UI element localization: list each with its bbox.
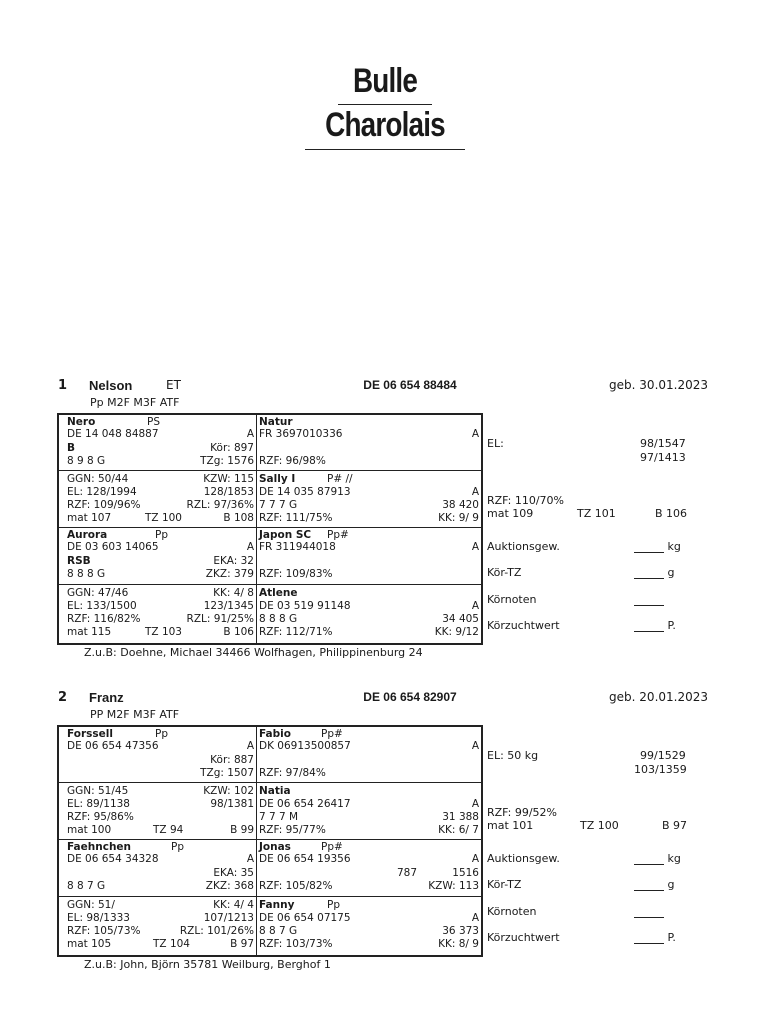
dam-sire-cell: [256, 839, 482, 897]
side-b: B 106: [655, 507, 688, 520]
side-kornoten: Körnoten: [487, 905, 537, 918]
side-kor: Kör-TZ: [487, 878, 522, 891]
side-rzf: RZF: 99/52%: [487, 806, 558, 819]
dam-s2b: 107/1213: [203, 912, 254, 924]
granddam-l3a: 7 7 7 G: [259, 499, 298, 511]
animal-name: Franz: [89, 690, 124, 705]
sire-s4m: TZ 94: [153, 824, 184, 836]
sire-tag: PS: [147, 416, 160, 428]
dam-s4a: mat 105: [67, 938, 112, 950]
side-kor: Kör-TZ: [487, 566, 522, 579]
side-kor-field[interactable]: [634, 878, 674, 891]
sire-s3a: RZF: 109/96%: [67, 499, 141, 511]
side-mat: mat 109: [487, 507, 534, 520]
sire-s2a: EL: 128/1994: [67, 486, 137, 498]
granddam-name: Sally I: [259, 473, 296, 485]
side-korzucht: Körzuchtwert: [487, 619, 560, 632]
pedigree-table: [57, 725, 483, 957]
dam-s1a: GGN: 51/: [67, 899, 115, 911]
sire-s4a: mat 100: [67, 824, 112, 836]
sire-grade: A: [246, 428, 254, 440]
dam-dam-l3a: 8 8 7 G: [259, 925, 298, 937]
dam-tag: Pp: [171, 841, 184, 853]
side-auktion-field[interactable]: [634, 852, 681, 865]
dam-line4a: 8 8 7 G: [67, 880, 106, 892]
granddam-tag: P# //: [327, 473, 353, 485]
granddam-id: DE 14 035 87913: [259, 486, 351, 498]
sire-line3a: B: [67, 442, 76, 454]
dam-line3b: EKA: 35: [213, 867, 254, 879]
dam-line4b: ZKZ: 379: [205, 568, 254, 580]
sire-line3b: Kör: 897: [210, 442, 254, 454]
dam-s2a: EL: 133/1500: [67, 600, 137, 612]
dam-sire-l3a: 787: [397, 867, 418, 879]
entry-number: 1: [58, 378, 68, 393]
dam-s1a: GGN: 47/46: [67, 587, 129, 599]
sire-id: DE 06 654 47356: [67, 740, 159, 752]
dam-sire-name: Jonas: [259, 841, 291, 853]
side-kornoten: Körnoten: [487, 593, 537, 606]
registration-number: DE 06 654 88484: [363, 378, 457, 392]
dam-s4b: B 97: [230, 938, 254, 950]
sire-s1b: KZW: 102: [203, 785, 254, 797]
dam-dam-l4b: KK: 9/12: [434, 626, 479, 638]
granddam-l3b: 31 388: [442, 811, 479, 823]
side-kor-field[interactable]: [634, 566, 674, 579]
sire-s3b: RZL: 97/36%: [186, 499, 254, 511]
granddam-grade: A: [471, 798, 479, 810]
granddam-l4a: RZF: 111/75%: [259, 512, 333, 524]
granddam-l4b: KK: 9/ 9: [438, 512, 479, 524]
title-underline-1: [338, 104, 432, 105]
dam-s1b: KK: 4/ 4: [213, 899, 254, 911]
sire-s1a: GGN: 51/45: [67, 785, 129, 797]
dam-grade: A: [246, 853, 254, 865]
side-korzucht-unit: P.: [667, 931, 676, 944]
sire-grade: A: [246, 740, 254, 752]
sire-cell: [58, 414, 257, 471]
side-kornoten-field[interactable]: [634, 905, 664, 918]
side-korzucht-field[interactable]: [634, 931, 676, 944]
title-underline-2: [305, 149, 465, 150]
side-el-v1: 99/1529: [640, 749, 686, 762]
dam-s3a: RZF: 116/82%: [67, 613, 141, 625]
sire-s4b: B 108: [223, 512, 254, 524]
side-auktion-unit: kg: [667, 540, 681, 553]
sire-line4b: TZg: 1576: [200, 455, 254, 467]
dam-dam-l4a: RZF: 112/71%: [259, 626, 333, 638]
animal-entry: [0, 378, 770, 678]
sire-line3b: Kör: 887: [210, 754, 254, 766]
sire-s2b: 128/1853: [203, 486, 254, 498]
dam-dam-l3b: 36 373: [442, 925, 479, 937]
granddam-id: DE 06 654 26417: [259, 798, 351, 810]
breeder-owner: Z.u.B: John, Björn 35781 Weilburg, Berghof 1: [84, 958, 331, 971]
dam-s4b: B 106: [223, 626, 254, 638]
grandsire-grade: A: [471, 428, 479, 440]
dam-dam-grade: A: [471, 600, 479, 612]
side-el-v2: 103/1359: [634, 763, 687, 776]
animal-name: Nelson: [89, 378, 133, 393]
sire-s2a: EL: 89/1138: [67, 798, 130, 810]
side-auktion: Auktionsgew.: [487, 540, 560, 553]
side-tz: TZ 101: [577, 507, 616, 520]
sire-s3a: RZF: 95/86%: [67, 811, 134, 823]
sire-tag: Pp: [155, 728, 168, 740]
dam-grade: A: [246, 541, 254, 553]
sire-s1b: KZW: 115: [203, 473, 254, 485]
sire-stats-cell: [58, 470, 257, 528]
sire-dam-cell: [256, 470, 482, 528]
grandsire-rzf: RZF: 96/98%: [259, 455, 326, 467]
dam-line4a: 8 8 8 G: [67, 568, 106, 580]
side-tz: TZ 100: [580, 819, 619, 832]
birth-date: geb. 20.01.2023: [609, 690, 708, 704]
sire-name: Nero: [67, 416, 96, 428]
dam-id: DE 06 654 34328: [67, 853, 159, 865]
side-b: B 97: [662, 819, 688, 832]
dam-dam-l4a: RZF: 103/73%: [259, 938, 333, 950]
granddam-l4b: KK: 6/ 7: [438, 824, 479, 836]
sire-s2b: 98/1381: [210, 798, 254, 810]
side-korzucht: Körzuchtwert: [487, 931, 560, 944]
granddam-l3b: 38 420: [442, 499, 479, 511]
genetic-flags: Pp M2F M3F ATF: [90, 396, 180, 409]
sire-s4a: mat 107: [67, 512, 112, 524]
sire-s4b: B 99: [230, 824, 254, 836]
side-korzucht-field[interactable]: [634, 619, 676, 632]
dam-sire-tag: Pp#: [327, 529, 349, 541]
dam-dam-l3b: 34 405: [442, 613, 479, 625]
sire-name: Forssell: [67, 728, 113, 740]
dam-s4m: TZ 104: [153, 938, 190, 950]
dam-line3b: EKA: 32: [213, 555, 254, 567]
entry-number: 2: [58, 690, 68, 705]
sire-dam-cell: [256, 782, 482, 840]
side-kor-unit: g: [667, 878, 675, 891]
side-el-v1: 98/1547: [640, 437, 686, 450]
dam-sire-name: Japon SC: [259, 529, 312, 541]
side-rzf: RZF: 110/70%: [487, 494, 565, 507]
dam-dam-cell: [256, 584, 482, 644]
dam-line4b: ZKZ: 368: [205, 880, 254, 892]
granddam-name: Natia: [259, 785, 291, 797]
title-line-2: Charolais: [325, 106, 445, 144]
sire-id: DE 14 048 84887: [67, 428, 159, 440]
dam-id: DE 03 603 14065: [67, 541, 159, 553]
side-el-v2: 97/1413: [640, 451, 686, 464]
dam-name: Faehnchen: [67, 841, 132, 853]
birth-date: geb. 30.01.2023: [609, 378, 708, 392]
side-auktion-field[interactable]: [634, 540, 681, 553]
dam-dam-id: DE 03 519 91148: [259, 600, 351, 612]
grandsire-id: FR 3697010336: [259, 428, 343, 440]
dam-dam-name: Fanny: [259, 899, 295, 911]
dam-sire-id: DE 06 654 19356: [259, 853, 351, 865]
dam-stats-cell: [58, 584, 257, 644]
sire-cell: [58, 726, 257, 783]
dam-dam-tag: Pp: [327, 899, 340, 911]
dam-name: Aurora: [67, 529, 108, 541]
dam-s4a: mat 115: [67, 626, 112, 638]
dam-sire-cell: [256, 527, 482, 585]
dam-sire-rzf: RZF: 105/82%: [259, 880, 333, 892]
dam-s2a: EL: 98/1333: [67, 912, 130, 924]
dam-stats-cell: [58, 896, 257, 956]
grandsire-rzf: RZF: 97/84%: [259, 767, 326, 779]
side-el: EL:: [487, 437, 504, 450]
dam-dam-name: Atlene: [259, 587, 298, 599]
dam-cell: [58, 839, 257, 897]
dam-dam-grade: A: [471, 912, 479, 924]
sire-sire-cell: [256, 414, 482, 471]
granddam-l4a: RZF: 95/77%: [259, 824, 326, 836]
sire-sire-cell: [256, 726, 482, 783]
side-el: EL: 50 kg: [487, 749, 539, 762]
dam-cell: [58, 527, 257, 585]
side-auktion-unit: kg: [667, 852, 681, 865]
dam-s3a: RZF: 105/73%: [67, 925, 141, 937]
dam-s4m: TZ 103: [145, 626, 182, 638]
grandsire-tag: Pp#: [321, 728, 343, 740]
dam-sire-grade: A: [471, 541, 479, 553]
genetic-flags: PP M2F M3F ATF: [90, 708, 180, 721]
animal-tag: ET: [166, 378, 181, 392]
dam-s1b: KK: 4/ 8: [213, 587, 254, 599]
dam-sire-rzf: RZF: 109/83%: [259, 568, 333, 580]
side-auktion: Auktionsgew.: [487, 852, 560, 865]
dam-sire-tag: Pp#: [321, 841, 343, 853]
side-mat: mat 101: [487, 819, 534, 832]
dam-sire-id: FR 311944018: [259, 541, 336, 553]
dam-sire-grade: A: [471, 853, 479, 865]
side-korzucht-unit: P.: [667, 619, 676, 632]
grandsire-id: DK 06913500857: [259, 740, 351, 752]
grandsire-grade: A: [471, 740, 479, 752]
dam-dam-id: DE 06 654 07175: [259, 912, 351, 924]
pedigree-table: [57, 413, 483, 645]
dam-s3b: RZL: 91/25%: [186, 613, 254, 625]
dam-dam-cell: [256, 896, 482, 956]
dam-sire-kzw: KZW: 113: [428, 880, 479, 892]
side-kornoten-field[interactable]: [634, 593, 664, 606]
registration-number: DE 06 654 82907: [363, 690, 457, 704]
breeder-owner: Z.u.B: Doehne, Michael 34466 Wolfhagen, Philippinenburg 24: [84, 646, 423, 659]
dam-line3a: RSB: [67, 555, 91, 567]
sire-line4a: 8 9 8 G: [67, 455, 106, 467]
granddam-l3a: 7 7 7 M: [259, 811, 299, 823]
grandsire-name: Fabio: [259, 728, 291, 740]
dam-s2b: 123/1345: [203, 600, 254, 612]
sire-line4b: TZg: 1507: [200, 767, 254, 779]
granddam-grade: A: [471, 486, 479, 498]
dam-dam-l3a: 8 8 8 G: [259, 613, 298, 625]
dam-dam-l4b: KK: 8/ 9: [438, 938, 479, 950]
grandsire-name: Natur: [259, 416, 293, 428]
dam-sire-l3b: 1516: [452, 867, 479, 879]
dam-s3b: RZL: 101/26%: [179, 925, 254, 937]
sire-s1a: GGN: 50/44: [67, 473, 129, 485]
animal-entry: [0, 690, 770, 990]
sire-stats-cell: [58, 782, 257, 840]
title-line-1: Bulle: [352, 62, 418, 100]
side-kor-unit: g: [667, 566, 675, 579]
sire-s4m: TZ 100: [145, 512, 182, 524]
dam-tag: Pp: [155, 529, 168, 541]
